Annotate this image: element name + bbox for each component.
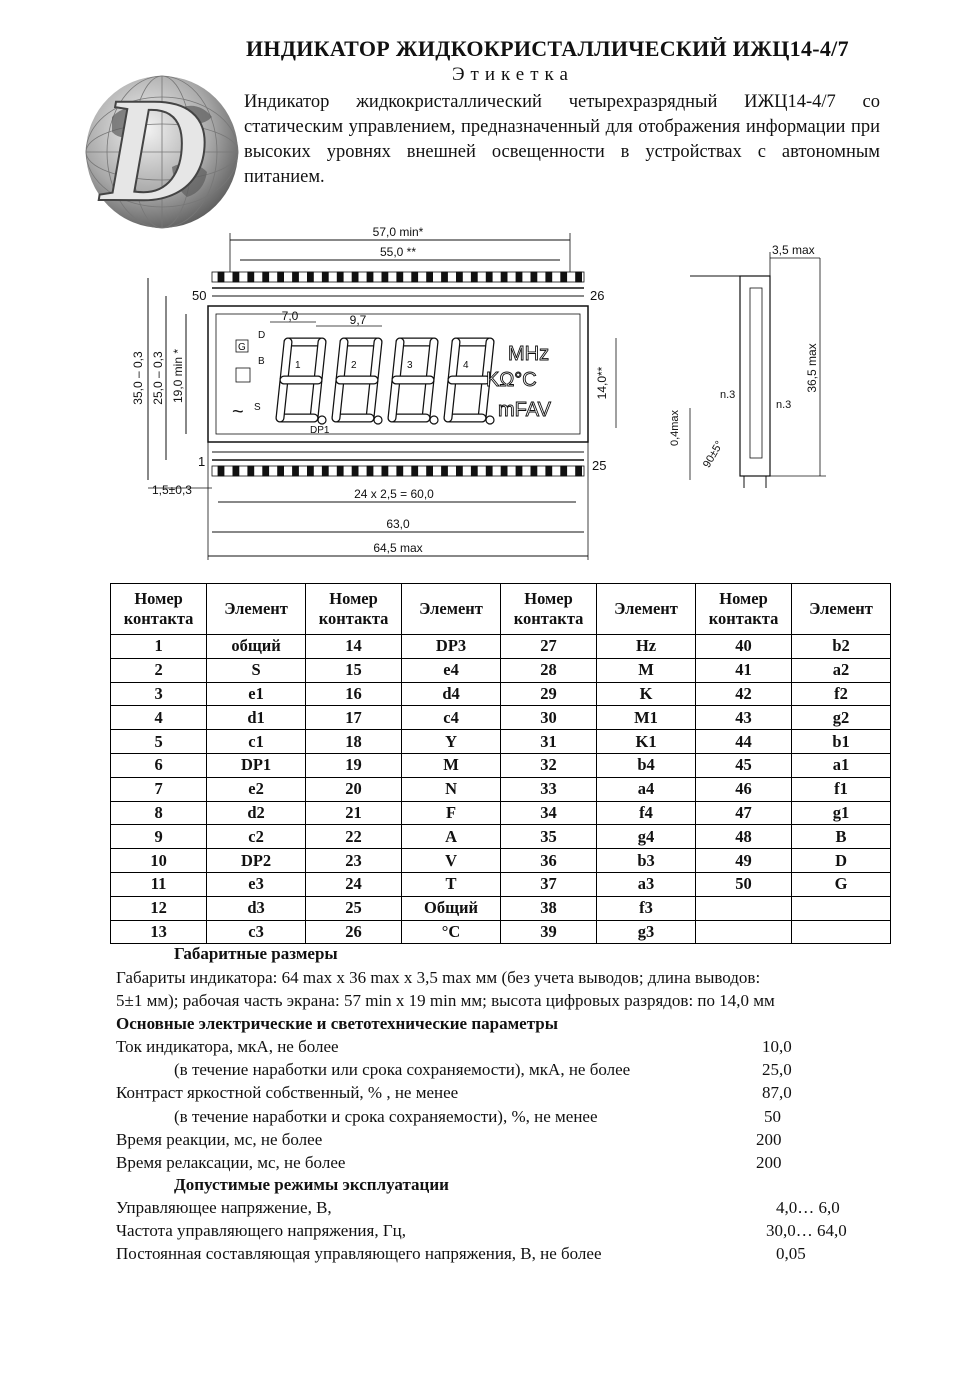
pin-number-cell: 48 [695, 825, 791, 849]
pin-number-cell: 22 [305, 825, 401, 849]
dim-14: 14,0** [595, 366, 609, 400]
pin-number-cell: 50 [695, 872, 791, 896]
pin-number-cell: 10 [111, 849, 207, 873]
dimensions-line-2: 5±1 мм); рабочая часть экрана: 57 min x 19 min мм; высота цифровых разрядов: по 14,0 мм [116, 991, 775, 1010]
pin-number-cell: 45 [695, 753, 791, 777]
pin-element-cell: c3 [207, 920, 306, 944]
pin-number-cell: 9 [111, 825, 207, 849]
pin-lead [576, 272, 582, 282]
pin-number-cell: 24 [305, 872, 401, 896]
pin-element-cell: M1 [597, 706, 696, 730]
pin-element-cell: b4 [597, 753, 696, 777]
param-label: Время релаксации, мс, не более [116, 1153, 346, 1172]
pin-number-cell: 49 [695, 849, 791, 873]
pin-number-cell: 2 [111, 658, 207, 682]
pin-element-cell: f4 [597, 801, 696, 825]
side-angle: 90±5° [701, 439, 726, 470]
pin-number-cell: 25 [305, 896, 401, 920]
pin-lead [233, 272, 239, 282]
pin-element-cell: g1 [792, 801, 891, 825]
pin-lead [412, 466, 418, 476]
pin-element-cell: c2 [207, 825, 306, 849]
param-label: Ток индикатора, мкА, не более [116, 1037, 339, 1056]
pin-lead [412, 272, 418, 282]
pin-element-cell: b2 [792, 635, 891, 659]
digit-segment-inner [426, 380, 430, 418]
pin-element-cell: общий [207, 635, 306, 659]
decimal-point [430, 416, 438, 424]
pin-number-cell: 5 [111, 730, 207, 754]
side-dim-3-5: 3,5 max [772, 243, 815, 257]
pin-number-cell: 12 [111, 896, 207, 920]
digit-segment-inner [314, 380, 318, 418]
pin-number-cell: 42 [695, 682, 791, 706]
dim-35: 35,0 – 0,3 [131, 351, 145, 405]
pin-lead [531, 272, 537, 282]
pin-lead [561, 466, 567, 476]
pin-lead [278, 272, 284, 282]
intro-paragraph: Индикатор жидкокристаллический четырехразрядный ИЖЦ14-4/7 со статическим управлением, предназначенный для отображения информации при высоких уровнях внешней освещенности в устройствах с автономным питанием. [244, 92, 880, 187]
pin-element-cell: M [597, 658, 696, 682]
dim-9-7: 9,7 [349, 313, 367, 327]
table-row [111, 730, 891, 754]
pin-lead [322, 272, 328, 282]
table-row [111, 896, 891, 920]
pin-lead [486, 272, 492, 282]
pin-lead [516, 272, 522, 282]
pin-lead [501, 272, 507, 282]
pin-lead [456, 466, 462, 476]
digit-segment-inner [374, 342, 378, 380]
pin-element-cell: a4 [597, 777, 696, 801]
pin-element-cell: d2 [207, 801, 306, 825]
symbol-tilde: ~ [232, 401, 244, 423]
table-header-cell: Номер контакта [500, 584, 596, 635]
pin-lead [337, 272, 343, 282]
dim-1-5: 1,5±0,3 [152, 483, 192, 497]
pin-lead [352, 466, 358, 476]
pin-number-cell: 13 [111, 920, 207, 944]
table-row [111, 658, 891, 682]
table-row [111, 682, 891, 706]
operating-value: 0,05 [776, 1244, 806, 1264]
pin-element-cell: b3 [597, 849, 696, 873]
pin-element-cell: e2 [207, 777, 306, 801]
param-label: Время реакции, мс, не более [116, 1129, 323, 1149]
pin-number-cell: 47 [695, 801, 791, 825]
pin-number-cell: 11 [111, 872, 207, 896]
table-header-cell: Элемент [792, 584, 891, 635]
digit-segment-inner [396, 342, 400, 380]
units-row-3: mFAV [498, 399, 551, 421]
pin-lead [307, 272, 313, 282]
pin-lead [471, 272, 477, 282]
digit-segment-inner [392, 380, 396, 418]
decimal-point [318, 416, 326, 424]
dim-25: 25,0 – 0,3 [151, 351, 165, 405]
pin-number-cell: 27 [500, 635, 596, 659]
pin-element-cell: e1 [207, 682, 306, 706]
dim-19: 19,0 min * [171, 348, 185, 404]
pin-element-cell: °C [402, 920, 501, 944]
pin-table [110, 583, 891, 944]
dim-64-5: 64,5 max [373, 541, 423, 555]
pin-lead [322, 466, 328, 476]
pin-element-cell: g2 [792, 706, 891, 730]
pin-element-cell [792, 920, 891, 944]
pin-lead [337, 466, 343, 476]
side-dim-0-4: 0,4max [669, 409, 681, 447]
pin-lead [427, 466, 433, 476]
digit-segment-inner [452, 342, 456, 380]
dim-pitch: 24 x 2,5 = 60,0 [354, 487, 434, 501]
pin-lead [233, 466, 239, 476]
table-row [111, 920, 891, 944]
pin-element-cell: K [597, 682, 696, 706]
pin-element-cell: DP3 [402, 635, 501, 659]
pin-element-cell: K1 [597, 730, 696, 754]
table-row [111, 801, 891, 825]
pin-number-cell [695, 896, 791, 920]
pin-element-cell: d3 [207, 896, 306, 920]
pin-lead [218, 272, 224, 282]
symbol-d: D [258, 330, 266, 341]
pin-number-cell: 3 [111, 682, 207, 706]
pin-number-cell: 4 [111, 706, 207, 730]
operating-label: Постоянная составляющая управляющего напряжения, В, не более [116, 1244, 602, 1264]
pin-number-cell: 14 [305, 635, 401, 659]
dim-57: 57,0 min* [372, 225, 424, 239]
table-row [111, 849, 891, 873]
pin-element-cell: G [792, 872, 891, 896]
table-header-cell: Номер контакта [305, 584, 401, 635]
digit-segment-inner [340, 342, 344, 380]
pin-lead [218, 466, 224, 476]
digit-label-1: 1 [295, 360, 301, 371]
pin-number-cell: 36 [500, 849, 596, 873]
page-title: ИНДИКАТОР ЖИДКОКРИСТАЛЛИЧЕСКИЙ ИЖЦ14-4/7 [246, 36, 849, 61]
dim-7: 7,0 [281, 309, 299, 323]
table-row [111, 825, 891, 849]
digit-segment-inner [284, 342, 288, 380]
pin-number-cell: 18 [305, 730, 401, 754]
side-n3-right: n.3 [776, 399, 792, 411]
pin-number-cell: 28 [500, 658, 596, 682]
param-value: 200 [756, 1129, 782, 1149]
pin-lead [278, 466, 284, 476]
pin-element-cell: V [402, 849, 501, 873]
digit-label-3: 3 [407, 360, 413, 371]
pin-number-cell [695, 920, 791, 944]
pin-lead [471, 466, 477, 476]
pin-number-cell: 35 [500, 825, 596, 849]
pin-element-cell: d4 [402, 682, 501, 706]
pin-element-cell: b1 [792, 730, 891, 754]
dp1-label: DP1 [310, 425, 330, 436]
pin-number-cell: 8 [111, 801, 207, 825]
pin-element-cell: DP1 [207, 753, 306, 777]
pin-element-cell: f3 [597, 896, 696, 920]
decimal-point [374, 416, 382, 424]
dim-55: 55,0 ** [379, 245, 417, 259]
pin-number-cell: 7 [111, 777, 207, 801]
pin-element-cell: e4 [402, 658, 501, 682]
pin-element-cell: f2 [792, 682, 891, 706]
electrical-heading: Основные электрические и светотехнические параметры [116, 1014, 558, 1033]
pin-number-cell: 20 [305, 777, 401, 801]
pin-element-cell: A [402, 825, 501, 849]
table-row [111, 753, 891, 777]
pin-lead [456, 272, 462, 282]
pin-number-cell: 46 [695, 777, 791, 801]
pin-number-cell: 37 [500, 872, 596, 896]
pin-lead [248, 466, 254, 476]
dim-63: 63,0 [386, 517, 410, 531]
pin-lead [486, 466, 492, 476]
side-n3-left: n.3 [720, 389, 736, 401]
pin-element-cell: c1 [207, 730, 306, 754]
pin-number-cell: 33 [500, 777, 596, 801]
dimensions-line-1: Габариты индикатора: 64 max x 36 max x 3,5 max мм (без учета выводов; длина выводов: [116, 968, 761, 987]
param-value: 25,0 [762, 1060, 792, 1080]
digit-segment-inner [430, 342, 434, 380]
pin-element-cell: a3 [597, 872, 696, 896]
symbol-g: G [238, 342, 246, 353]
digit-segment-inner [318, 342, 322, 380]
table-row [111, 872, 891, 896]
symbol-b: B [258, 356, 265, 367]
pin-50-label: 50 [192, 288, 207, 303]
pin-element-cell: S [207, 658, 306, 682]
pin-element-cell: c4 [402, 706, 501, 730]
pin-number-cell: 30 [500, 706, 596, 730]
pin-number-cell: 44 [695, 730, 791, 754]
pin-1-label: 1 [198, 454, 206, 469]
digit-label-2: 2 [351, 360, 357, 371]
pin-lead [397, 466, 403, 476]
pin-lead [293, 466, 299, 476]
pin-number-cell: 41 [695, 658, 791, 682]
pin-number-cell: 34 [500, 801, 596, 825]
pin-number-cell: 16 [305, 682, 401, 706]
pin-element-cell: Y [402, 730, 501, 754]
side-dim-36-5: 36,5 max [805, 343, 819, 393]
param-label: Контраст яркостной собственный, % , не менее [116, 1083, 459, 1103]
pin-lead [382, 272, 388, 282]
pin-element-cell: F [402, 801, 501, 825]
pin-lead [293, 272, 299, 282]
company-logo [82, 72, 242, 232]
pin-number-cell: 39 [500, 920, 596, 944]
pin-element-cell: e3 [207, 872, 306, 896]
operating-label: Частота управляющего напряжения, Гц, [116, 1221, 407, 1241]
pin-lead [576, 466, 582, 476]
page-subtitle: Этикетка [452, 64, 574, 85]
pin-number-cell: 6 [111, 753, 207, 777]
pin-lead [516, 466, 522, 476]
pin-lead [263, 466, 269, 476]
pin-lead [397, 272, 403, 282]
technical-drawing [130, 218, 840, 563]
pin-number-cell: 32 [500, 753, 596, 777]
param-value: 200 [756, 1153, 782, 1172]
pin-lead [546, 466, 552, 476]
digit-segment-inner [370, 380, 374, 418]
pin-element-cell: d1 [207, 706, 306, 730]
pin-lead [367, 466, 373, 476]
pin-lead [427, 272, 433, 282]
table-header-cell: Элемент [597, 584, 696, 635]
param-value: 87,0 [762, 1083, 792, 1103]
pin-number-cell: 23 [305, 849, 401, 873]
operating-value: 30,0… 64,0 [766, 1221, 847, 1241]
table-row [111, 635, 891, 659]
pin-element-cell: B [792, 825, 891, 849]
table-header-cell: Номер контакта [695, 584, 791, 635]
digit-segment-inner [280, 380, 284, 418]
table-header-row [111, 584, 891, 635]
pin-lead [263, 272, 269, 282]
units-row-1: MHz [508, 343, 550, 365]
pin-element-cell: N [402, 777, 501, 801]
pin-lead [442, 272, 448, 282]
pin-number-cell: 31 [500, 730, 596, 754]
digit-label-4: 4 [463, 360, 469, 371]
pin-number-cell: 43 [695, 706, 791, 730]
param-label: (в течение наработки и срока сохраняемости), %, не менее [174, 1106, 598, 1126]
symbol-s: S [254, 402, 261, 413]
operating-heading: Допустимые режимы эксплуатации [174, 1175, 449, 1194]
pin-lead [307, 466, 313, 476]
pin-element-cell: DP2 [207, 849, 306, 873]
pin-26-label: 26 [590, 288, 605, 303]
pin-element-cell: Общий [402, 896, 501, 920]
pin-number-cell: 40 [695, 635, 791, 659]
pin-number-cell: 29 [500, 682, 596, 706]
pin-lead [561, 272, 567, 282]
pin-lead [501, 466, 507, 476]
table-header-cell: Номер контакта [111, 584, 207, 635]
dimensions-heading: Габаритные размеры [174, 944, 338, 963]
table-row [111, 706, 891, 730]
pin-number-cell: 26 [305, 920, 401, 944]
pin-element-cell: T [402, 872, 501, 896]
param-value: 10,0 [762, 1037, 792, 1056]
pin-element-cell: a1 [792, 753, 891, 777]
pin-number-cell: 21 [305, 801, 401, 825]
param-label: (в течение наработки или срока сохраняемости), мкА, не более [174, 1060, 631, 1080]
pin-number-cell: 15 [305, 658, 401, 682]
units-row-2: KΩ°C [486, 369, 537, 391]
pin-element-cell: M [402, 753, 501, 777]
pin-lead [382, 466, 388, 476]
pin-lead [531, 466, 537, 476]
pin-lead [248, 272, 254, 282]
pin-element-cell: Hz [597, 635, 696, 659]
pin-element-cell [792, 896, 891, 920]
logo-letter: D [99, 72, 209, 232]
table-header-cell: Элемент [207, 584, 306, 635]
pin-element-cell: a2 [792, 658, 891, 682]
pin-element-cell: g4 [597, 825, 696, 849]
pin-number-cell: 38 [500, 896, 596, 920]
pin-lead [442, 466, 448, 476]
digit-segment-inner [448, 380, 452, 418]
pin-element-cell: D [792, 849, 891, 873]
table-header-cell: Элемент [402, 584, 501, 635]
pin-number-cell: 1 [111, 635, 207, 659]
operating-value: 4,0… 6,0 [776, 1198, 840, 1217]
pin-number-cell: 19 [305, 753, 401, 777]
pin-25-label: 25 [592, 458, 607, 473]
pin-element-cell: g3 [597, 920, 696, 944]
pin-element-cell: f1 [792, 777, 891, 801]
table-row [111, 777, 891, 801]
decimal-point [486, 416, 494, 424]
pin-lead [546, 272, 552, 282]
pin-lead [352, 272, 358, 282]
param-value: 50 [764, 1106, 781, 1126]
operating-label: Управляющее напряжение, В, [116, 1198, 332, 1217]
pin-number-cell: 17 [305, 706, 401, 730]
digit-segment-inner [336, 380, 340, 418]
pin-lead [367, 272, 373, 282]
